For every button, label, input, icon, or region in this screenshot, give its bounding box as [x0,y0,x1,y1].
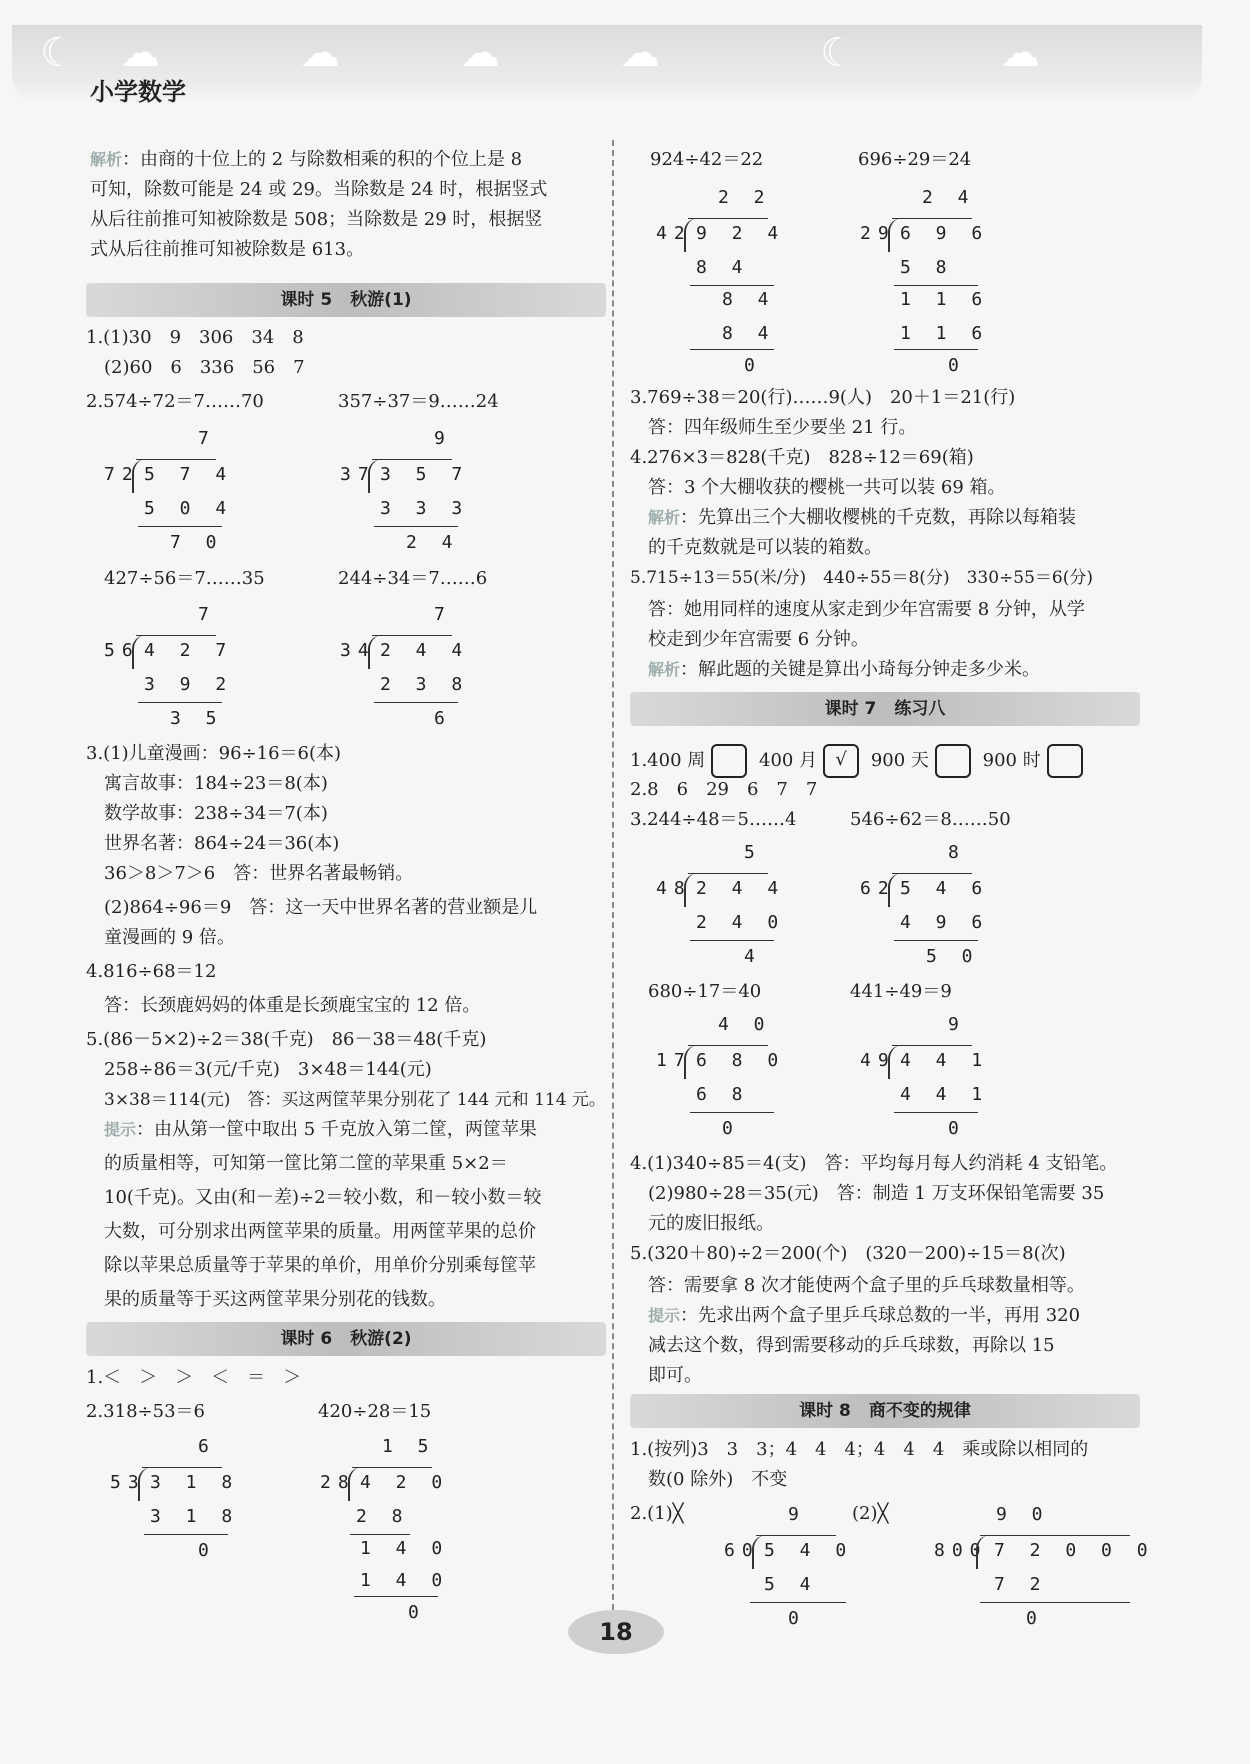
cloud-icon: ☁ [300,30,340,76]
header-title: 小学数学 [90,78,186,106]
answer-line: 36＞8＞7＞6 答：世界名著最畅销。 [104,863,414,884]
analysis-tag: 解析 [90,150,123,169]
remainder: 7 0 [170,532,224,553]
answer-line: 世界名著：864÷24＝36(本) [104,833,340,854]
answer-line: 1.400 周 400 月 √ 900 天 900 时 [630,744,1089,778]
moon-icon: ☾ [820,30,856,76]
answer-line: 244÷34＝7……6 [338,568,488,589]
answer-line: 680÷17＝40 [648,981,762,1002]
answer-line: 924÷42＝22 [650,149,764,170]
hint-line: 果的质量等于买这两筐苹果分别花的钱数。 [104,1289,446,1310]
answer-line: 3.769÷38＝20(行)……9(人) 20＋1＝21(行) [630,387,1016,408]
checked-box: √ [823,744,859,778]
cloud-icon: ☁ [120,30,160,76]
answer-line: 校走到少年宫需要 6 分钟。 [648,629,869,650]
answer-line: 427÷56＝7……35 [104,568,265,589]
page-number: 18 [568,1610,664,1654]
answer-line: 5.(320＋80)÷2＝200(个) (320－200)÷15＝8(次) [630,1243,1066,1264]
answer-line: 1.(1)30 9 306 34 8 [86,327,304,348]
dividend: 3 5 7 [380,464,470,485]
answer-line: 答：长颈鹿妈妈的体重是长颈鹿宝宝的 12 倍。 [104,995,481,1016]
answer-line: 2.574÷72＝7……70 [86,391,264,412]
intro-line: 可知，除数可能是 24 或 29。当除数是 24 时，根据竖式 [90,179,548,200]
section-header-7: 课时 7 练习八 [630,692,1140,726]
analysis-line: 解析：解此题的关键是算出小琦每分钟走多少米。 [648,659,1041,680]
answer-line: 答：3 个大棚收获的樱桃一共可以装 69 箱。 [648,477,1006,498]
section-header-8: 课时 8 商不变的规律 [630,1394,1140,1428]
intro-line: 解析：由商的十位上的 2 与除数相乘的积的个位上是 8 [90,149,523,170]
answer-line: 2.(1)╳ [630,1503,684,1524]
answer-line: 答：她用同样的速度从家走到少年宫需要 8 分钟，从学 [648,599,1085,620]
answer-line: (2)980÷28＝35(元) 答：制造 1 万支环保铅笔需要 35 [648,1183,1105,1204]
answer-line: 4.816÷68＝12 [86,961,217,982]
divisor: 37 [340,464,376,485]
answer-line: 441÷49＝9 [850,981,952,1002]
answer-line: 寓言故事：184÷23＝8(本) [104,773,328,794]
hint-line: 除以苹果总质量等于苹果的单价，用单价分别乘每筐苹 [104,1255,536,1276]
hint-line: 的质量相等，可知第一筐比第二筐的苹果重 5×2＝ [104,1153,508,1174]
empty-box [935,744,971,778]
answer-line: (2)╳ [852,1503,889,1524]
answer-line: 2.318÷53＝6 [86,1401,205,1422]
answer-line: 5.(86－5×2)÷2＝38(千克) 86－38＝48(千克) [86,1029,487,1050]
column-divider [612,140,614,1630]
partial-product: 3 3 3 [380,498,470,519]
partial-product: 5 0 4 [144,498,234,519]
cloud-icon: ☁ [460,30,500,76]
hint-line: 减去这个数，得到需要移动的乒乓球数，再除以 15 [648,1335,1055,1356]
answer-line: 4.276×3＝828(千克) 828÷12＝69(箱) [630,447,974,468]
answer-line: 3.244÷48＝5……4 [630,809,797,830]
answer-line: 2.8 6 29 6 7 7 [630,779,818,800]
empty-box [1047,744,1083,778]
answer-line: (2)60 6 336 56 7 [104,357,305,378]
empty-box [711,744,747,778]
answer-line: 258÷86＝3(元/千克) 3×48＝144(元) [104,1059,432,1080]
answer-line: 数(0 除外) 不变 [648,1469,788,1490]
hint-line: 提示：由从第一筐中取出 5 千克放入第二筐，两筐苹果 [104,1119,537,1140]
cloud-icon: ☁ [620,30,660,76]
answer-line: 546÷62＝8……50 [850,809,1011,830]
hint-line: 即可。 [648,1365,702,1386]
answer-line: 3×38＝114(元) 答：买这两筐苹果分别花了 144 元和 114 元。 [104,1090,606,1110]
answer-line: 4.(1)340÷85＝4(支) 答：平均每月每人约消耗 4 支铅笔。 [630,1153,1118,1174]
intro-line: 式从后往前推可知被除数是 613。 [90,239,365,260]
answer-line: 数学故事：238÷34＝7(本) [104,803,328,824]
section-header-6: 课时 6 秋游(2) [86,1322,606,1356]
answer-line: 童漫画的 9 倍。 [104,927,235,948]
divisor: 72 [104,464,140,485]
cloud-icon: ☁ [1000,30,1040,76]
answer-line: (2)864÷96＝9 答：这一天中世界名著的营业额是儿 [104,897,538,918]
answer-line: 357÷37＝9……24 [338,391,499,412]
answer-line: 696÷29＝24 [858,149,972,170]
remainder: 2 4 [406,532,460,553]
dividend: 5 7 4 [144,464,234,485]
quotient: 9 [434,428,452,449]
section-header-5: 课时 5 秋游(1) [86,283,606,317]
hint-line: 大数，可分别求出两筐苹果的质量。用两筐苹果的总价 [104,1221,536,1242]
hint-line: 10(千克)。又由(和－差)÷2＝较小数，和－较小数＝较 [104,1187,542,1208]
workbook-page: ☾ ☁ ☁ ☁ ☁ ☾ ☁ 小学数学 解析：由商的十位上的 2 与除数相乘的积的个位上是 8 可知，除数可能是 24 或 29。当除数是 24 时，根据竖式 从后往前推可知被除数是 508；当除数是 29 时，根据竖 式从后往前推可知被除数是 613。 课时 5 秋游(1) 1.(1)30 9 306 34 8 (2)60 6 336 56 7 2.574÷72＝7……70 357÷37＝9……24 7 72 5 7 4 5 0 4 7 0 9 37 3 5 7 3 3 3 2 4 427÷56＝7……35 244÷34＝7……6 7 56 4 2 7 3 9 2 3 5 7 34 2 4 4 2 3 8 6 3.(1)儿童漫画：96÷16＝6(本) 寓言故事：184÷23＝8(本) 数学故事：238÷34＝7(本) 世界名著：864÷24＝36(本) 36＞8＞7＞6 答：世界名著最畅销。 (2)864÷96＝9 答：这一天中世界名著的营业额是儿 童漫画的 9 倍。 4.816÷68＝12 答：长颈鹿妈妈的体重是长颈鹿宝宝的 12 倍。 5.(86－5×2)÷2＝38(千克) 86－38＝48(千克) 258÷86＝3(元/千克) 3×48＝144(元) 3×38＝114(元) 答：买这两筐苹果分别花了 144 元和 114 元。 提示：由从第一筐中取出 5 千克放入第二筐，两筐苹果 的质量相等，可知第一筐比第二筐的苹果重 5×2＝ 10(千克)。又由(和－差)÷2＝较小数，和－较小数＝较 大数，可分别求出两筐苹果的质量。用两筐苹果的总价 除以苹果总质量等于苹果的单价，用单价分别乘每筐苹 果的质量等于买这两筐苹果分别花的钱数。 课时 6 秋游(2) 1.＜ ＞ ＞ ＜ ＝ ＞ 2.318÷53＝6 420÷28＝15 6 53 3 1 8 3 1 8 0 1 5 28 4 2 0 2 8 1 4 0 1 4 0 0 924÷42＝22 696÷29＝24 2 2 42 9 2 4 8 4 8 4 8 4 0 2 4 29 6 9 6 5 8 1 1 6 1 1 6 0 3.769÷38＝20(行)……9(人) 20＋1＝21(行) 答：四年级师生至少要坐 21 行。 4.276×3＝828(千克) 828÷12＝69(箱) 答：3 个大棚收获的樱桃一共可以装 69 箱。 解析：先算出三个大棚收樱桃的千克数，再除以每箱装 的千克数就是可以装的箱数。 5.715÷13＝55(米/分) 440÷55＝8(分) 330÷55＝6(分) 答：她用同样的速度从家走到少年宫需要 8 分钟，从学 校走到少年宫需要 6 分钟。 解析：解此题的关键是算出小琦每分钟走多少米。 课时 7 练习八 1.400 周 400 月 √ 900 天 900 时 2.8 6 29 6 7 7 3.244÷48＝5……4 546÷62＝8……50 5 48 2 4 4 2 4 0 4 8 62 5 4 6 4 9 6 5 0 680÷17＝40 441÷49＝9 4 0 17 6 8 0 6 8 0 9 49 4 4 1 4 4 1 0 4.(1)340÷85＝4(支) 答：平均每月每人约消耗 4 支铅笔。 (2)980÷28＝35(元) 答：制造 1 万支环保铅笔需要 35 元的废旧报纸。 5.(320＋80)÷2＝200(个) (320－200)÷15＝8(次) 答：需要拿 8 次才能使两个盒子里的乒乓球数量相等。 提示：先求出两个盒子里乒乓球总数的一半，再用 320 减去这个数，得到需要移动的乒乓球数，再除以 15 即可。 课时 8 商不变的规律 1.(按列)3 3 3；4 4 4；4 4 4 乘或除以相同的 数(0 除外) 不变 2.(1)╳ (2)╳ 9 60 5 4 0 5 4 0 9 0 800 7 2 0 0 0 7 2 0 18 [0,0,1250,1764]
answer-line: 答：需要拿 8 次才能使两个盒子里的乒乓球数量相等。 [648,1275,1085,1296]
answer-line: 1.＜ ＞ ＞ ＜ ＝ ＞ [86,1367,302,1388]
quotient: 7 [198,428,216,449]
answer-line: 元的废旧报纸。 [648,1213,774,1234]
answer-line: 1.(按列)3 3 3；4 4 4；4 4 4 乘或除以相同的 [630,1439,1089,1460]
answer-line: 420÷28＝15 [318,1401,432,1422]
moon-icon: ☾ [40,30,76,76]
answer-line: 5.715÷13＝55(米/分) 440÷55＝8(分) 330÷55＝6(分) [630,568,1093,588]
answer-line: 答：四年级师生至少要坐 21 行。 [648,417,917,438]
hint-line: 提示：先求出两个盒子里乒乓球总数的一半，再用 320 [648,1305,1081,1326]
intro-line: 从后往前推可知被除数是 508；当除数是 29 时，根据竖 [90,209,543,230]
answer-line: 3.(1)儿童漫画：96÷16＝6(本) [86,743,342,764]
analysis-line: 的千克数就是可以装的箱数。 [648,537,882,558]
analysis-line: 解析：先算出三个大棚收樱桃的千克数，再除以每箱装 [648,507,1077,528]
